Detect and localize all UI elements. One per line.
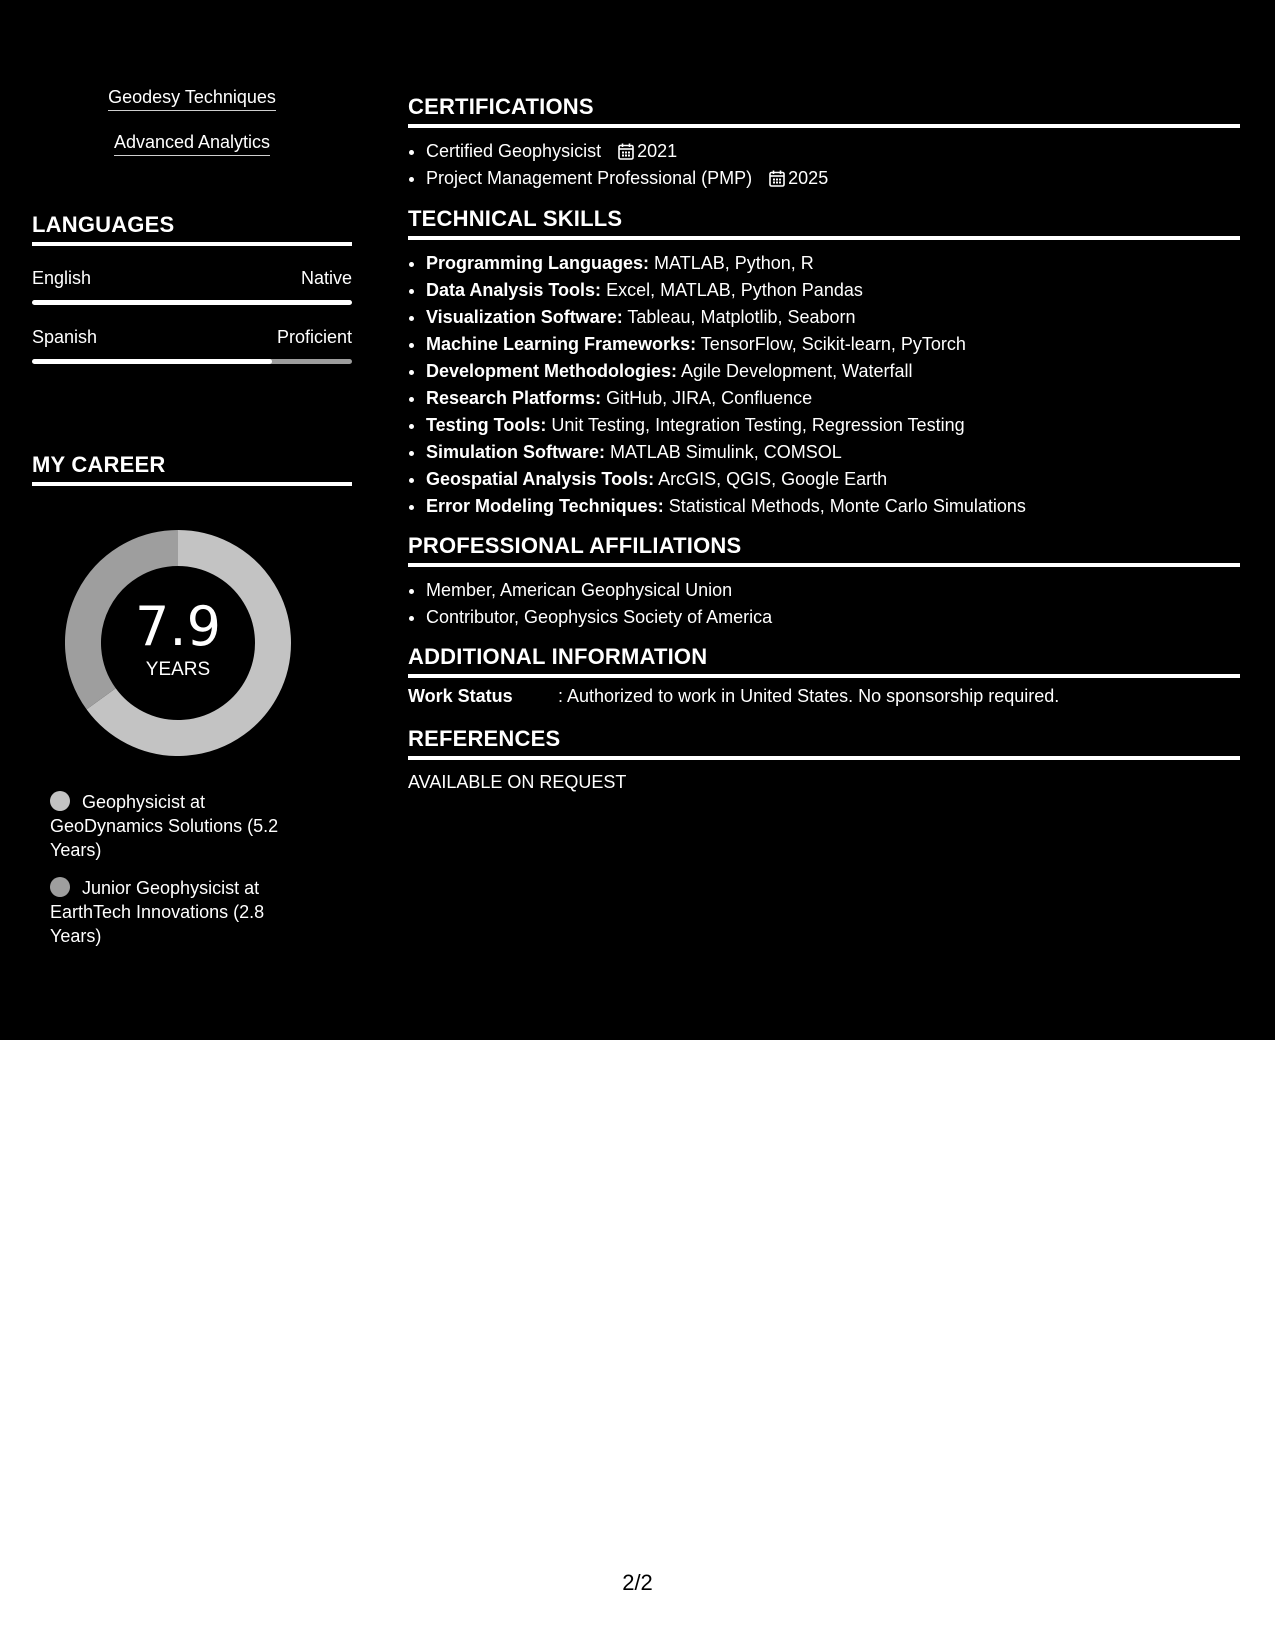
skill-value: MATLAB Simulink, COMSOL <box>610 442 842 462</box>
skill-item <box>426 466 1240 493</box>
skill-item <box>426 277 1240 304</box>
technical-skills-title: TECHNICAL SKILLS <box>408 206 1240 240</box>
skill-label: Error Modeling Techniques: <box>426 496 664 516</box>
skill-value: GitHub, JIRA, Confluence <box>606 388 813 408</box>
certification-item <box>426 138 1240 165</box>
skill-tag-analytics[interactable]: Advanced Analytics <box>114 131 270 156</box>
affiliations-title: PROFESSIONAL AFFILIATIONS <box>408 533 1240 567</box>
certifications-title: CERTIFICATIONS <box>408 94 1240 128</box>
skill-label: Geospatial Analysis Tools: <box>426 469 655 489</box>
certification-name: Certified Geophysicist <box>426 141 602 161</box>
references-title: REFERENCES <box>408 726 1240 760</box>
skill-item <box>426 304 1240 331</box>
skill-label: Research Platforms: <box>426 388 602 408</box>
work-status-row <box>408 686 1240 707</box>
references-text: AVAILABLE ON REQUEST <box>408 772 627 792</box>
skill-value: Agile Development, Waterfall <box>681 361 913 381</box>
skill-value: TensorFlow, Scikit-learn, PyTorch <box>700 334 966 354</box>
languages-section <box>32 212 352 364</box>
language-spanish <box>32 327 352 364</box>
skill-value: Statistical Methods, Monte Carlo Simulations <box>668 496 1026 516</box>
skill-value: Tableau, Matplotlib, Seaborn <box>627 307 856 327</box>
skill-tag-geodesy[interactable]: Geodesy Techniques <box>108 86 276 111</box>
work-status-label: Work Status <box>408 686 513 706</box>
donut-center <box>65 530 291 756</box>
certification-year: 2025 <box>788 168 829 188</box>
language-level: Proficient <box>276 327 352 347</box>
language-name: English <box>32 268 92 288</box>
skill-item <box>426 385 1240 412</box>
skill-value: MATLAB, Python, R <box>654 253 814 273</box>
legend-item <box>50 790 310 862</box>
language-bar <box>32 300 352 305</box>
skill-label: Development Methodologies: <box>426 361 678 381</box>
additional-info-section <box>408 644 1240 707</box>
certifications-section <box>408 94 1240 192</box>
calendar-icon <box>769 170 785 187</box>
language-level: Native <box>300 268 352 288</box>
career-total-years: 7.9 <box>135 595 221 658</box>
affiliation-item: • Member, American Geophysical Union <box>426 577 1240 604</box>
skill-value: Excel, MATLAB, Python Pandas <box>606 280 863 300</box>
skill-label: Testing Tools: <box>426 415 547 435</box>
skill-label: Visualization Software: <box>426 307 623 327</box>
certification-year: 2021 <box>637 141 678 161</box>
references-section <box>408 726 1240 793</box>
technical-skills-section <box>408 206 1240 520</box>
skill-tag-list <box>32 86 352 176</box>
legend-dot <box>50 791 70 811</box>
additional-info-title: ADDITIONAL INFORMATION <box>408 644 1240 678</box>
certification-item <box>426 165 1240 192</box>
calendar-icon <box>618 143 634 160</box>
language-bar <box>32 359 352 364</box>
affiliations-list <box>408 577 1240 631</box>
legend-item <box>50 876 310 948</box>
skill-item <box>426 412 1240 439</box>
technical-skills-list <box>408 250 1240 520</box>
legend-dot <box>50 877 70 897</box>
work-status-value: : Authorized to work in United States. No sponsorship required. <box>558 686 1060 706</box>
affiliation-item: • Contributor, Geophysics Society of America <box>426 604 1240 631</box>
skill-value: Unit Testing, Integration Testing, Regression Testing <box>551 415 965 435</box>
skill-label: Data Analysis Tools: <box>426 280 602 300</box>
career-section <box>32 452 352 946</box>
legend-label: Junior Geophysicist at EarthTech Innovations (2.8 Years) <box>50 878 265 946</box>
career-total-unit: YEARS <box>145 659 211 680</box>
skill-label: Programming Languages: <box>426 253 650 273</box>
skill-item <box>426 439 1240 466</box>
language-english <box>32 268 352 305</box>
skill-item <box>426 331 1240 358</box>
affiliations-section <box>408 533 1240 631</box>
career-title: MY CAREER <box>32 452 352 486</box>
language-bar-fill <box>32 300 352 305</box>
skill-label: Machine Learning Frameworks: <box>426 334 697 354</box>
skill-value: ArcGIS, QGIS, Google Earth <box>658 469 888 489</box>
languages-title: LANGUAGES <box>32 212 352 246</box>
legend-label: Geophysicist at GeoDynamics Solutions (5.2 Years) <box>50 792 279 860</box>
career-legend <box>50 790 310 962</box>
skill-item <box>426 358 1240 385</box>
skill-item <box>426 493 1240 520</box>
skill-label: Simulation Software: <box>426 442 606 462</box>
language-name: Spanish <box>32 327 98 347</box>
language-bar-fill <box>32 359 272 364</box>
career-donut-chart <box>65 530 291 756</box>
certification-name: Project Management Professional (PMP) <box>426 168 753 188</box>
skill-item <box>426 250 1240 277</box>
certifications-list <box>408 138 1240 192</box>
page-number: 2/2 <box>622 1570 653 1595</box>
